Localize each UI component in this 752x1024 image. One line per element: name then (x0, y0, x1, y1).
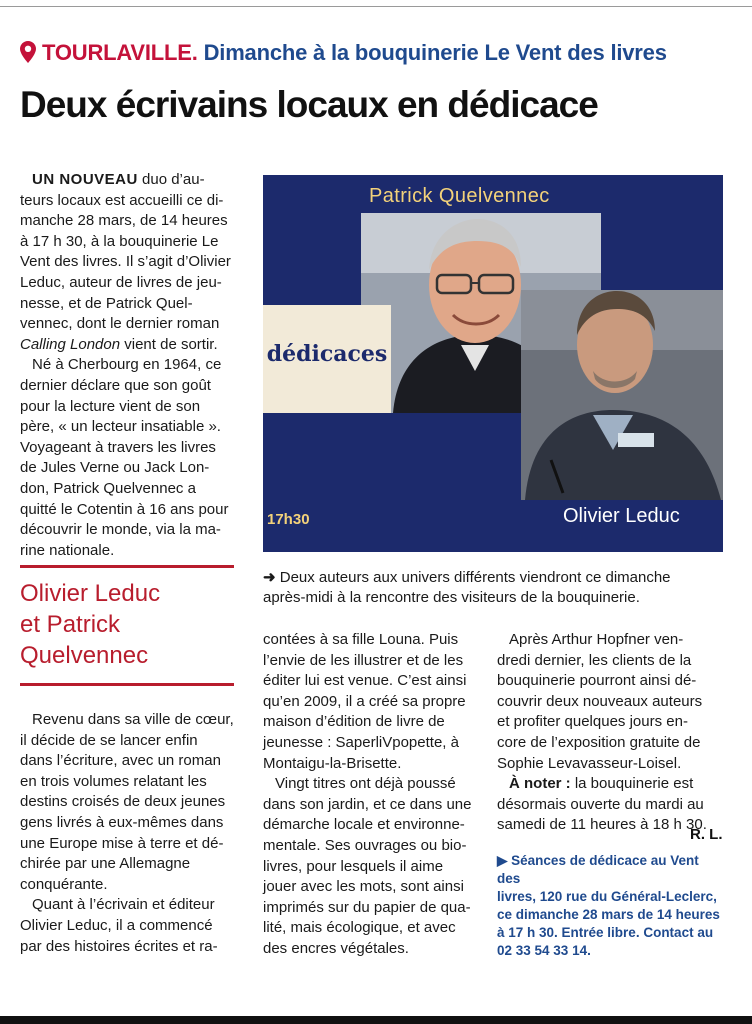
text-line: Leduc, auteur de livres de jeu- (20, 273, 222, 291)
text-line: nesse, et de Patrick Quel- (20, 294, 193, 312)
text-line (20, 335, 234, 356)
text-line: destins croisés de deux jeunes (20, 793, 226, 811)
caption-line (263, 568, 733, 588)
intertitle-rule-top (20, 565, 234, 568)
text-line: vennec, dont le dernier roman (20, 315, 220, 333)
text-line: découvrir le monde, via la ma- (20, 521, 221, 539)
text-line: il décide de se lancer enfin (20, 731, 198, 749)
text-line: don, Patrick Quelvennec a (20, 479, 196, 497)
intertitle (20, 578, 234, 671)
text-line: désormais ouverte du mardi au (497, 795, 704, 813)
kicker-place: TOURLAVILLE. (42, 40, 198, 65)
book-title: Calling London (20, 335, 121, 353)
intertitle-rule-bottom (20, 683, 234, 686)
column3 (497, 630, 725, 836)
text-line: Vent des livres. Il s’agit d’Olivier (20, 253, 231, 271)
kicker (20, 40, 667, 69)
top-rule (0, 6, 752, 7)
column1-lower (20, 710, 234, 957)
text-line: dredi dernier, les clients de la (497, 651, 692, 669)
text-line: jouer avec les mots, sont ainsi (263, 878, 464, 896)
text-line: contées à sa fille Louna. Puis (263, 631, 459, 648)
triangle-right-icon: ▶ (497, 853, 508, 868)
text-line: qu’en 2009, il a créé sa propre (263, 692, 466, 710)
info-line (497, 852, 725, 888)
bottom-bar (0, 1016, 752, 1024)
arrow-right-icon: ➜ (263, 569, 276, 586)
text-line: duo d’au- (142, 171, 205, 188)
location-pin-icon (20, 41, 36, 69)
kicker-subtitle: Dimanche à la bouquinerie Le Vent des livres (203, 40, 667, 65)
text-line: imprimés sur du papier de qua- (263, 898, 471, 916)
text-fragment: la bouquinerie est (574, 775, 694, 793)
photo-caption (263, 568, 733, 608)
text-line: dans l’écriture, avec un roman (20, 752, 221, 770)
photo-badge-dedicaces: dédicaces (266, 341, 388, 367)
headline: Deux écrivains locaux en dédicace (20, 84, 598, 125)
text-fragment: vient de sortir. (124, 335, 218, 353)
text-line: rine nationale. (20, 541, 115, 559)
text-line: teurs locaux est accueilli ce di- (20, 191, 224, 209)
intertitle-line: et Patrick (20, 611, 121, 638)
photo-dedicace (263, 175, 723, 552)
text-line: mentale. Ses ouvrages ou bio- (263, 836, 467, 854)
text-line: livres, pour lesquels il aime (263, 857, 444, 875)
text-line: Sophie Levavasseur-Loisel. (497, 754, 682, 772)
text-line: Montaigu-la-Brisette. (263, 754, 402, 772)
note-label: À noter : (509, 775, 571, 793)
text-line: Né à Cherbourg en 1964, ce (32, 356, 222, 374)
text-line (497, 774, 725, 795)
intertitle-line: Quelvennec (20, 642, 149, 669)
text-line: par des histoires écrites et ra- (20, 937, 218, 955)
paragraph-intro (20, 170, 234, 191)
photo-time: 17h30 (267, 511, 310, 528)
text-line: Olivier Leduc, il a commencé (20, 916, 213, 934)
text-line: père, « un lecteur insatiable ». (20, 418, 221, 436)
lead-in: UN NOUVEAU (32, 171, 138, 188)
photo-name-bottom: Olivier Leduc (563, 505, 680, 527)
signature: R. L. (690, 826, 723, 843)
text-line: gens livrés à eux-mêmes dans (20, 813, 224, 831)
text-line: couvrir deux nouveaux auteurs (497, 692, 703, 710)
text-line: démarche locale et environne- (263, 816, 465, 834)
text-line: manche 28 mars, de 14 heures (20, 212, 228, 230)
text-line: éditer lui est venue. C’est ainsi (263, 672, 467, 690)
text-line: une Europe mise à terre et dé- (20, 834, 224, 852)
text-line: Vingt titres ont déjà poussé (275, 775, 456, 793)
text-line: Revenu dans sa ville de cœur, (32, 711, 234, 728)
text-line: des encres végétales. (263, 939, 409, 957)
info-line: à 17 h 30. Entrée libre. Contact au (497, 925, 714, 940)
text-line: dans son jardin, et ce dans une (263, 795, 472, 813)
text-line: à 17 h 30, à la bouquinerie Le (20, 232, 219, 250)
text-line: Quant à l’écrivain et éditeur (32, 896, 215, 914)
intertitle-line: Olivier Leduc (20, 580, 161, 607)
text-line: de Jules Verne ou Jack Lon- (20, 459, 210, 477)
caption-text: Deux auteurs aux univers différents viendront ce dimanche (279, 569, 671, 586)
text-line: quitté le Cotentin à 16 ans pour (20, 500, 229, 518)
text-line: core de l’exposition gratuite de (497, 733, 701, 751)
info-line: 02 33 54 33 14. (497, 943, 591, 958)
text-line: dernier déclare que son goût (20, 376, 211, 394)
text-line: chirée par une Allemagne (20, 855, 191, 873)
column2 (263, 630, 479, 960)
info-line: ce dimanche 28 mars de 14 heures (497, 907, 720, 922)
photo-name-top: Patrick Quelvennec (369, 185, 550, 207)
text-line: maison d’édition de livre de (263, 713, 445, 731)
text-line: bouquinerie pourront ainsi dé- (497, 672, 697, 690)
text-line: en trois volumes relatant les (20, 772, 207, 790)
text-line: jeunesse : SaperliVpopette, à (263, 733, 459, 751)
info-line: livres, 120 rue du Général-Leclerc, (497, 889, 717, 904)
text-line: et profiter quelques jours en- (497, 713, 688, 731)
text-line: conquérante. (20, 875, 108, 893)
info-box (497, 852, 725, 960)
column1-intro (20, 170, 234, 561)
text-line: Voyageant à travers les livres (20, 438, 216, 456)
caption-line: après-midi à la rencontre des visiteurs de la bouquinerie. (263, 589, 640, 606)
info-text: Séances de dédicace au Vent des (497, 853, 699, 886)
text-line: l’envie de les illustrer et de les (263, 651, 464, 669)
text-line: samedi de 11 heures à 18 h 30. (497, 816, 707, 834)
text-line: pour la lecture vient de son (20, 397, 201, 415)
text-line: lité, mais écologique, et avec (263, 919, 456, 937)
text-line: Après Arthur Hopfner ven- (509, 631, 684, 648)
